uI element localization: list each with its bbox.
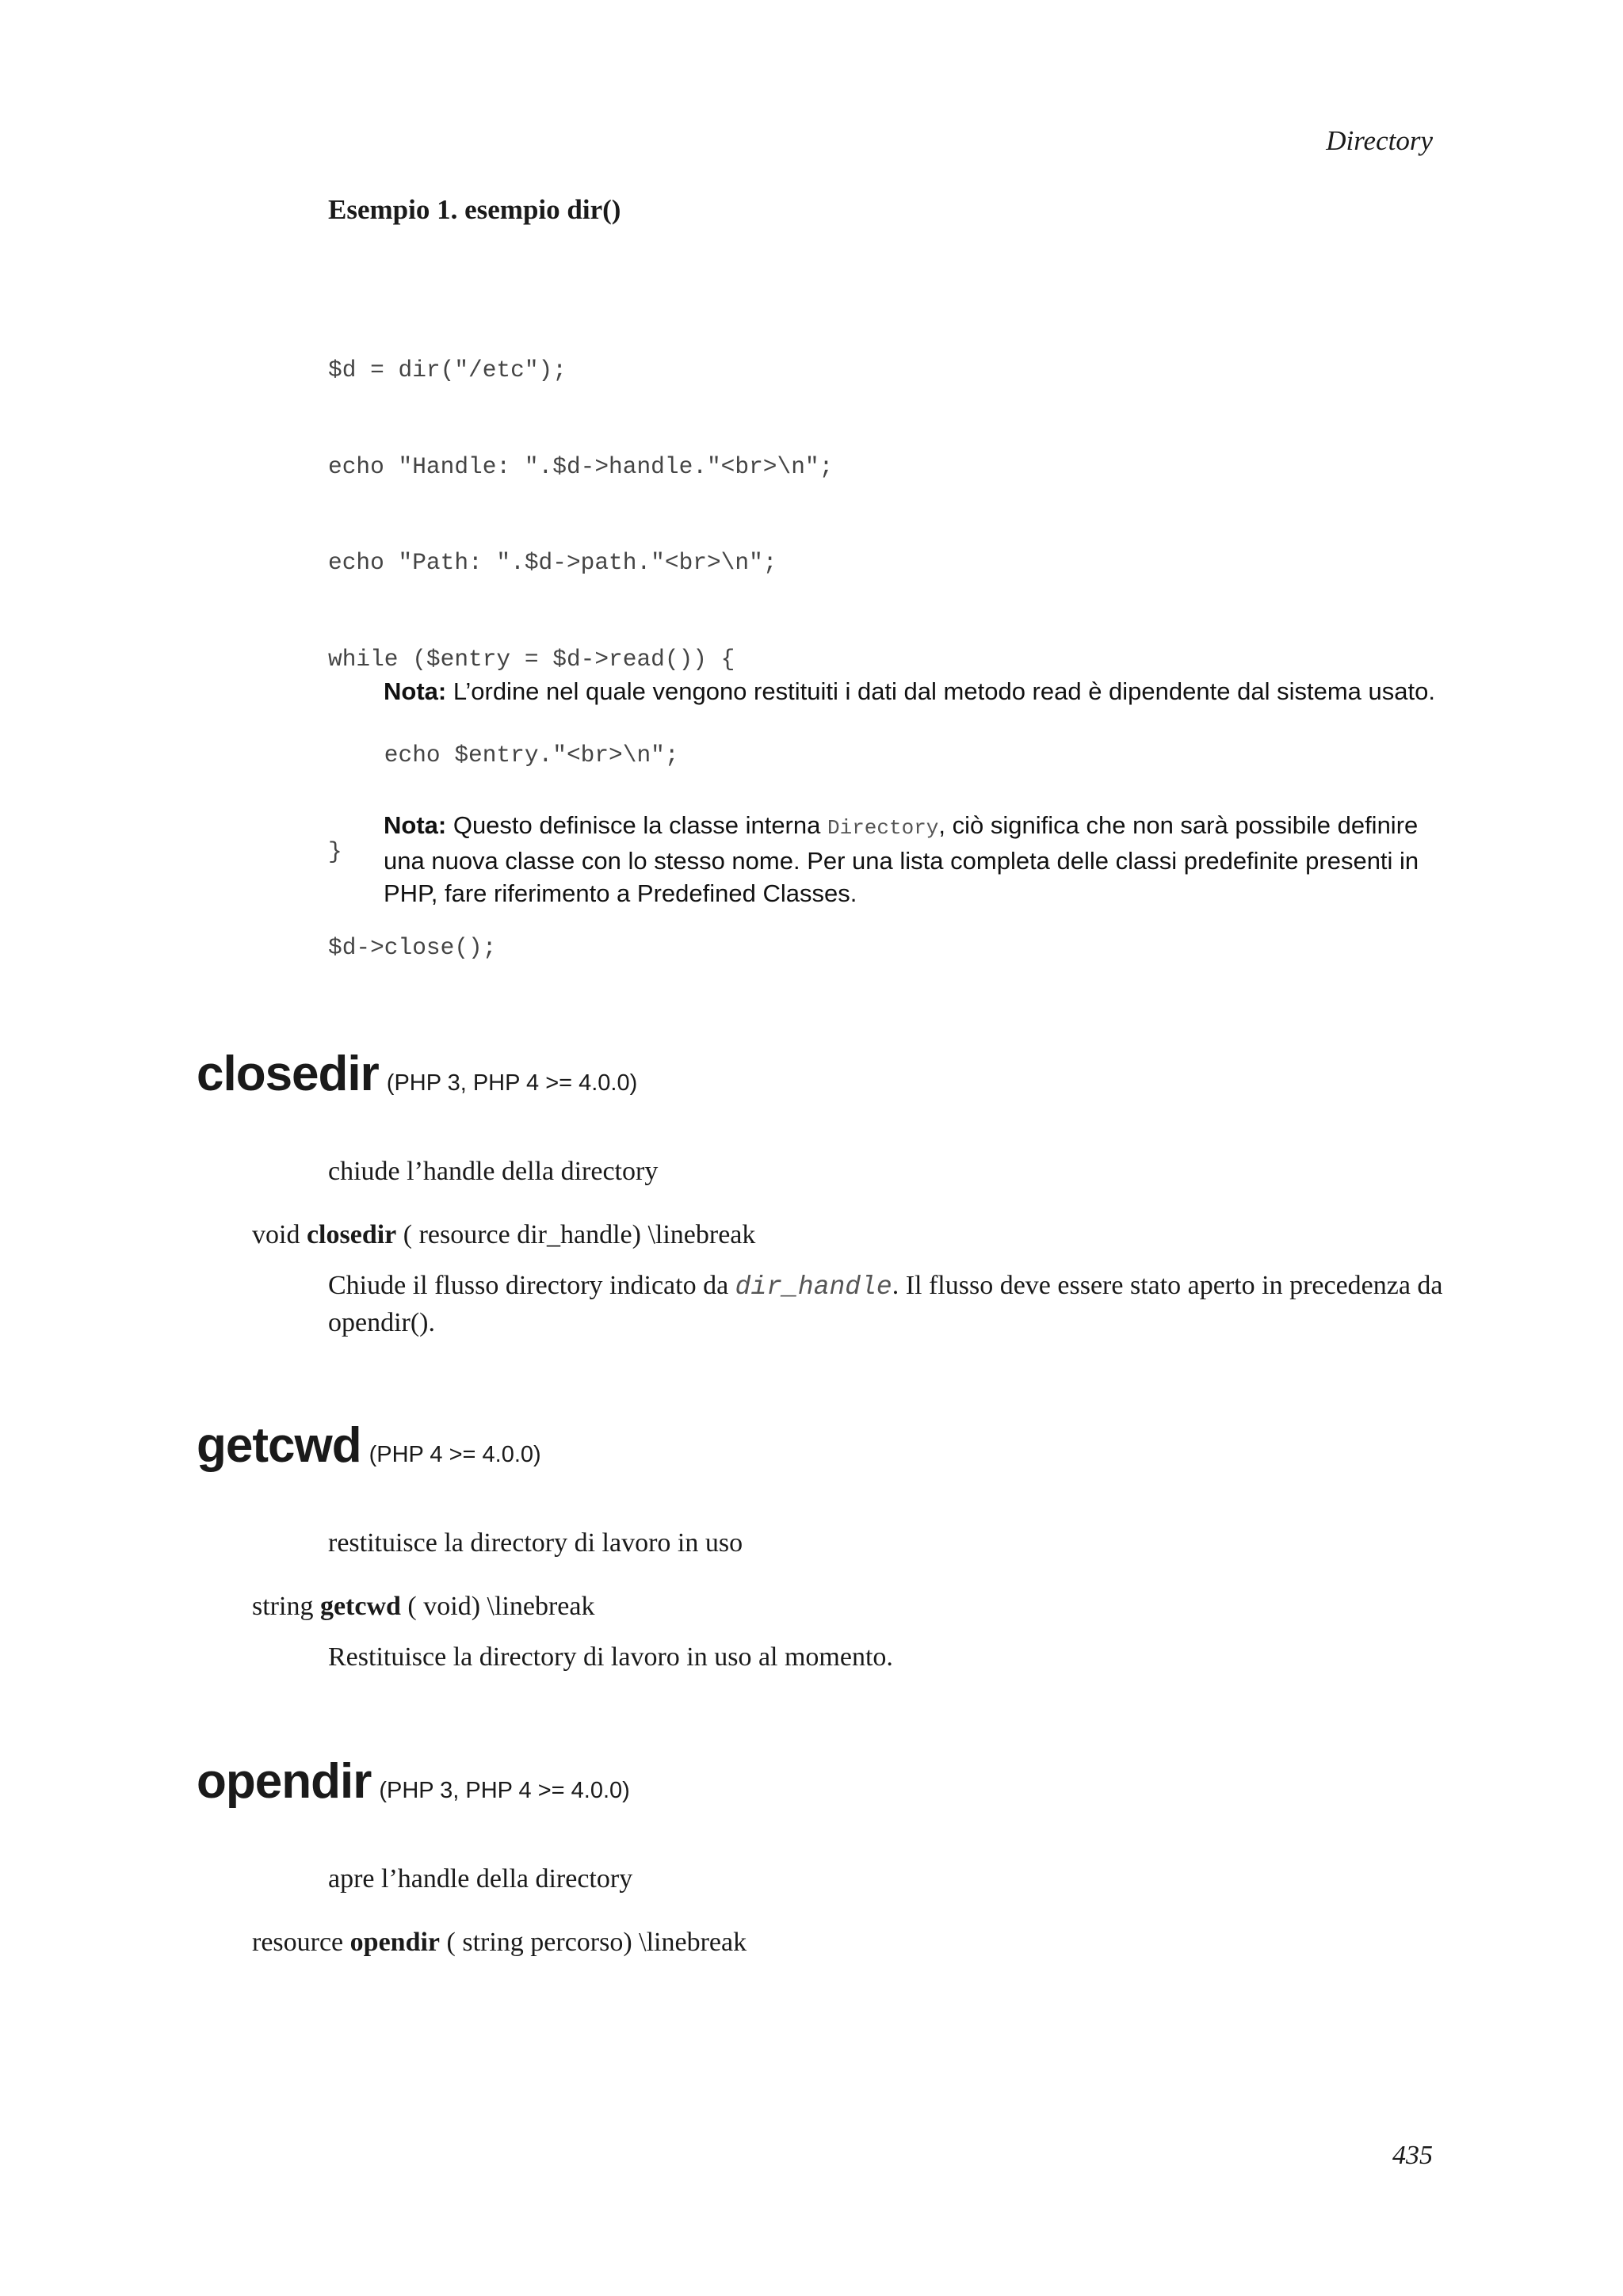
note-label: Nota:	[384, 811, 447, 839]
note-text: , ciò significa che non sarà possibile definire una nuova classe con lo stesso nome. Per una lista completa delle classi predefinite presenti in PHP, fare riferimento a Predefined Classes.	[384, 811, 1419, 907]
function-purpose: restituisce la directory di lavoro in uso	[328, 1528, 743, 1558]
code-line: }	[328, 837, 342, 865]
code-line: echo $entry."<br>\n";	[328, 742, 679, 769]
function-purpose: apre l’handle della directory	[328, 1864, 633, 1894]
return-type: resource	[252, 1928, 344, 1957]
function-name: closedir	[197, 1047, 379, 1101]
synopsis-function-name: opendir	[349, 1928, 441, 1957]
running-header-title: Directory	[1326, 125, 1433, 156]
function-synopsis	[252, 1928, 747, 1958]
return-type: void	[252, 1220, 300, 1249]
synopsis-function-name: closedir	[306, 1220, 397, 1249]
code-line: echo "Path: ".$d->path."<br>\n";	[328, 549, 777, 576]
synopsis-params: ( void) \linebreak	[400, 1592, 595, 1621]
function-name: opendir	[197, 1754, 372, 1809]
description-text: Chiude il flusso directory indicato da	[328, 1271, 735, 1300]
function-heading-opendir	[197, 1753, 630, 1810]
parameter-name: dir_handle	[735, 1272, 892, 1302]
function-version: (PHP 4 >= 4.0.0)	[369, 1442, 541, 1467]
code-line: echo "Handle: ".$d->handle."<br>\n";	[328, 452, 834, 480]
synopsis-function-name: getcwd	[319, 1592, 401, 1621]
code-line: $d->close();	[328, 934, 497, 961]
function-heading-getcwd	[197, 1417, 541, 1474]
note-code: Directory	[827, 816, 939, 840]
function-description: Restituisce la directory di lavoro in uso al momento.	[328, 1642, 893, 1672]
function-heading-closedir	[197, 1046, 637, 1102]
code-line: while ($entry = $d->read()) {	[328, 645, 735, 673]
page-number: 435	[1392, 2141, 1433, 2170]
function-synopsis	[252, 1220, 755, 1250]
function-name: getcwd	[197, 1418, 361, 1473]
note-text: Questo definisce la classe interna	[446, 811, 827, 839]
function-version: (PHP 3, PHP 4 >= 4.0.0)	[386, 1070, 638, 1096]
note-read-order	[384, 675, 1445, 707]
function-synopsis	[252, 1592, 594, 1622]
function-description	[328, 1268, 1445, 1341]
function-version: (PHP 3, PHP 4 >= 4.0.0)	[379, 1778, 630, 1803]
return-type: string	[252, 1592, 314, 1621]
note-text: L’ordine nel quale vengono restituiti i dati dal metodo read è dipendente dal sistema usato.	[446, 677, 1435, 705]
note-directory-class	[384, 809, 1445, 910]
synopsis-params: ( resource dir_handle) \linebreak	[396, 1220, 756, 1249]
example-title: Esempio 1. esempio dir()	[328, 194, 621, 225]
description-text: . Il flusso deve essere stato aperto in precedenza da opendir().	[328, 1271, 1443, 1337]
code-line: $d = dir("/etc");	[328, 357, 567, 383]
function-purpose: chiude l’handle della directory	[328, 1157, 659, 1186]
synopsis-params: ( string percorso) \linebreak	[440, 1928, 747, 1957]
note-label: Nota:	[384, 677, 447, 705]
